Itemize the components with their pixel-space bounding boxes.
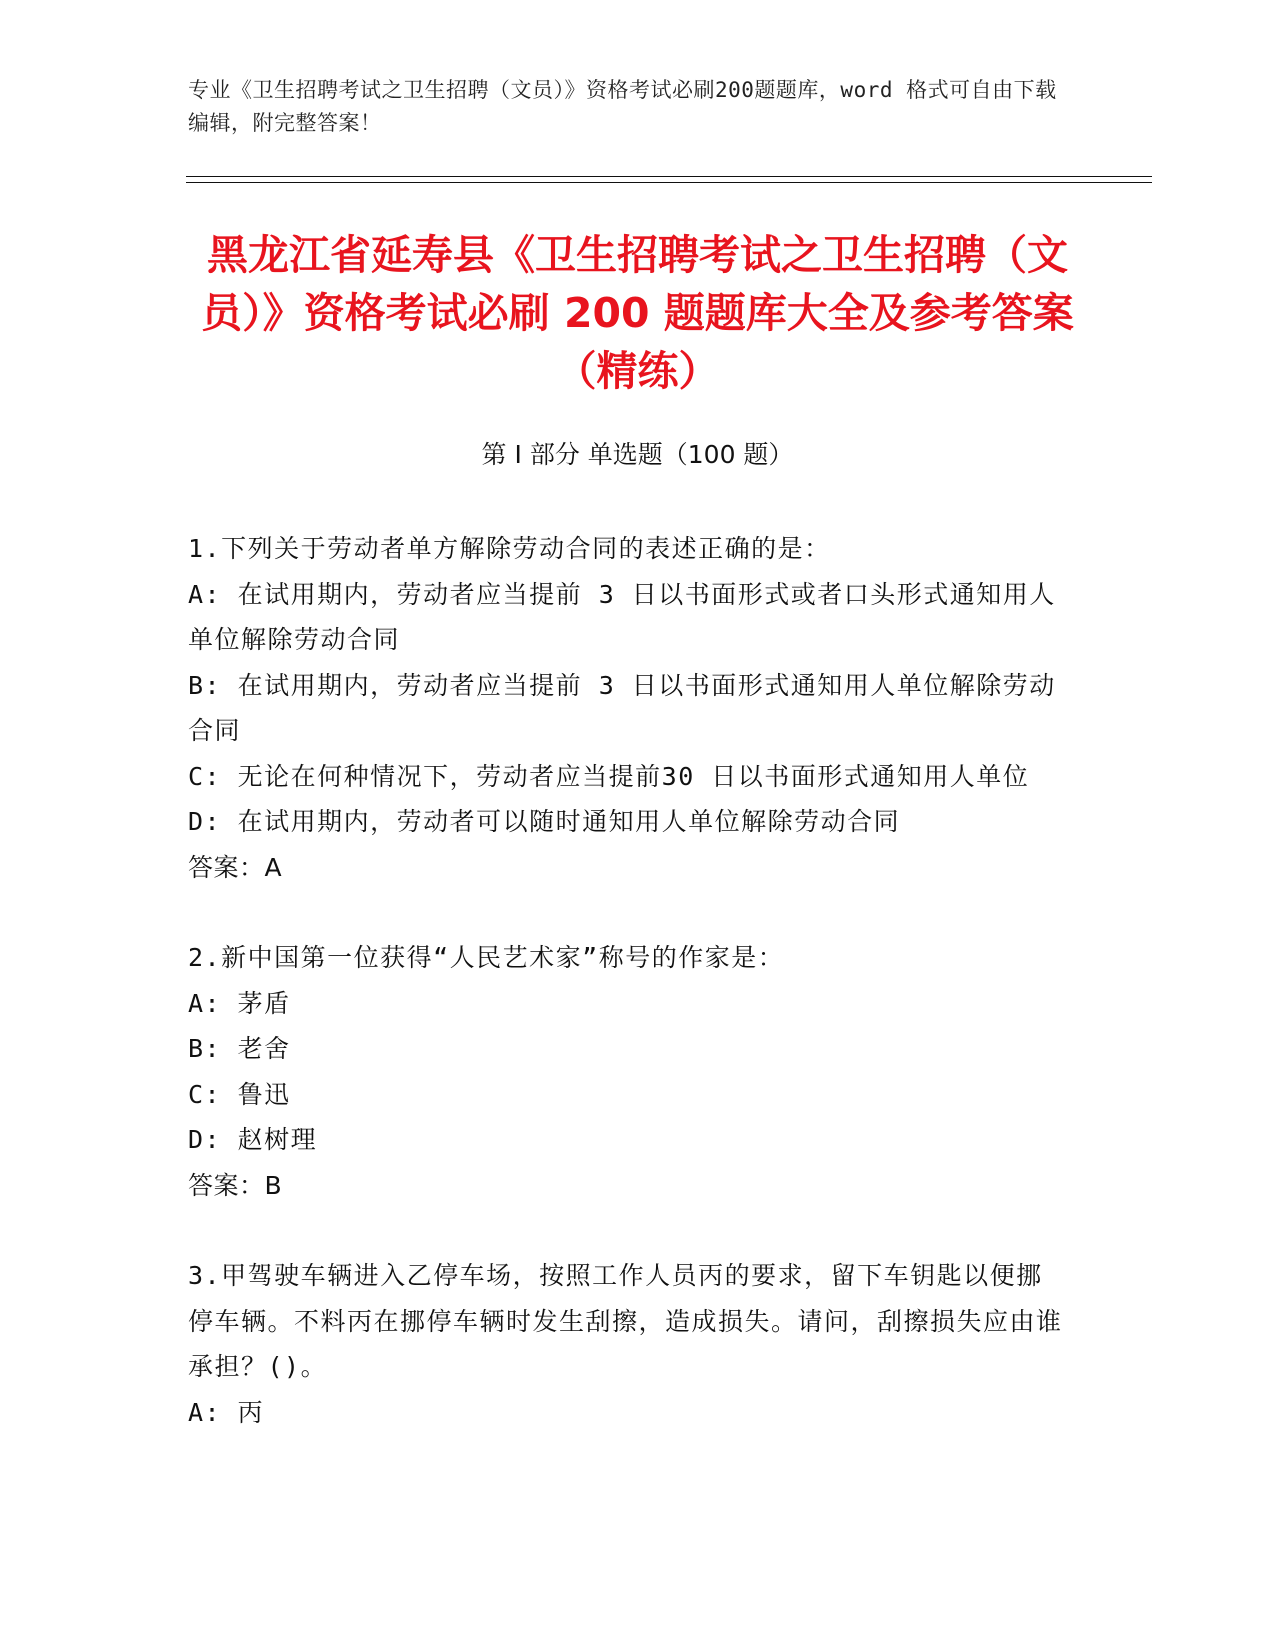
- option-b: B: 在试用期内，劳动者应当提前 3 日以书面形式通知用人单位解除劳动合同: [188, 670, 1056, 745]
- question-stem: 3.甲驾驶车辆进入乙停车场，按照工作人员丙的要求，留下车钥匙以便挪停车辆。不料丙在挪停车辆时发生刮擦，造成损失。请问，刮擦损失应由谁承担？()。: [188, 1261, 1063, 1381]
- option-c: C: 无论在何种情况下，劳动者应当提前30 日以书面形式通知用人单位: [188, 761, 1030, 791]
- option-b: B: 老舍: [188, 1034, 291, 1063]
- question-3: [188, 1253, 1068, 1435]
- header-rule-bottom: [186, 182, 1152, 183]
- header-note: 专业《卫生招聘考试之卫生招聘（文员）》资格考试必刷200题题库，word 格式可自由下载编辑，附完整答案！: [188, 78, 1057, 135]
- answer: 答案：B: [188, 1170, 283, 1200]
- question-2: [188, 935, 1068, 1208]
- option-d: D: 赵树理: [188, 1125, 318, 1154]
- question-stem: 1.下列关于劳动者单方解除劳动合同的表述正确的是：: [188, 534, 831, 563]
- question-list: [188, 526, 1068, 1480]
- question-stem: 2.新中国第一位获得“人民艺术家”称号的作家是：: [188, 943, 785, 972]
- document-title: 黑龙江省延寿县《卫生招聘考试之卫生招聘（文员）》资格考试必刷 200 题题库大全及参考答案（精练）: [201, 231, 1074, 395]
- option-a: A: 丙: [188, 1397, 265, 1427]
- option-d: D: 在试用期内，劳动者可以随时通知用人单位解除劳动合同: [188, 807, 901, 836]
- answer: 答案：A: [188, 852, 283, 882]
- option-a: A: 茅盾: [188, 988, 291, 1018]
- question-1: [188, 526, 1068, 890]
- option-a: A: 在试用期内，劳动者应当提前 3 日以书面形式或者口头形式通知用人单位解除劳动合同: [188, 579, 1056, 654]
- section-title: 第 I 部分 单选题（100 题）: [481, 440, 794, 469]
- option-c: C: 鲁迅: [188, 1079, 291, 1109]
- header-rule-top: [186, 176, 1152, 177]
